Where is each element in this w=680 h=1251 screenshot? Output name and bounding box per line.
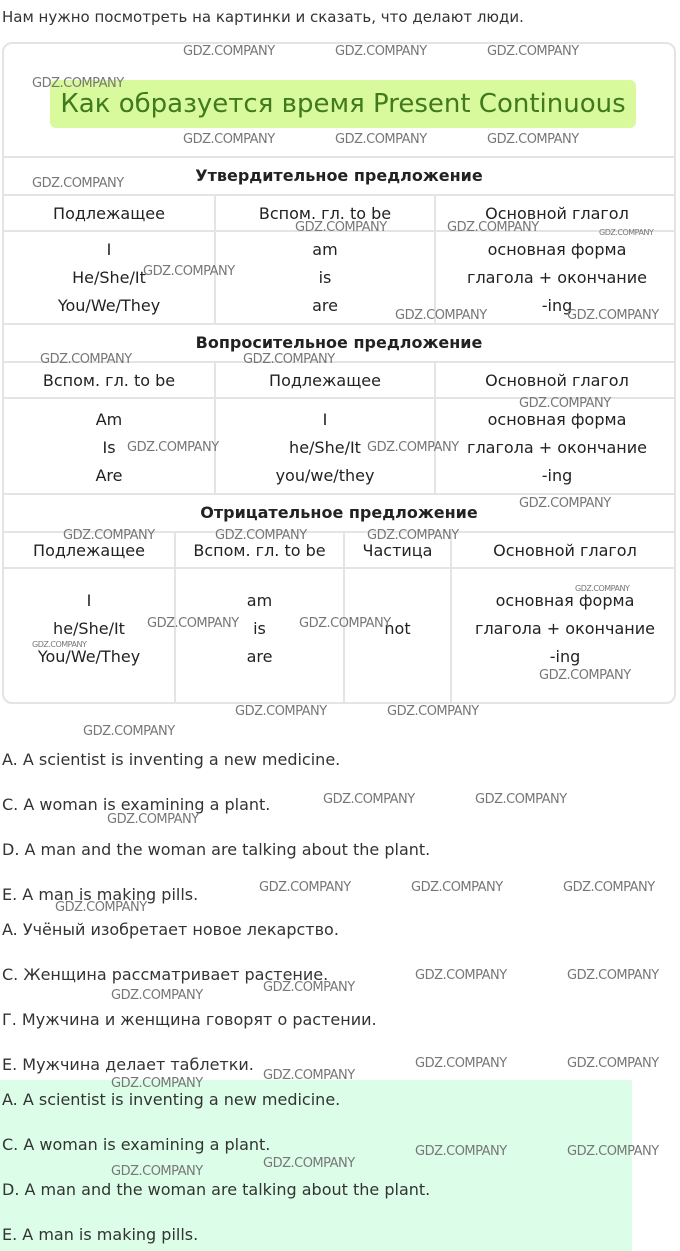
- watermark: GDZ.COMPANY: [415, 968, 507, 983]
- watermark: GDZ.COMPANY: [32, 176, 124, 191]
- header-aux: Вспом. гл. to be: [258, 204, 392, 223]
- watermark: GDZ.COMPANY: [567, 1144, 659, 1159]
- section-heading-interrogative: Вопросительное предложение: [195, 333, 483, 352]
- header-subject: Подлежащее: [53, 204, 165, 223]
- watermark: GDZ.COMPANY: [567, 1056, 659, 1071]
- watermark: GDZ.COMPANY: [519, 396, 611, 411]
- watermark: GDZ.COMPANY: [335, 44, 427, 59]
- watermark: GDZ.COMPANY: [263, 1156, 355, 1171]
- cell-aux: am is are: [312, 240, 338, 315]
- header-main-verb: Основной глагол: [485, 204, 629, 223]
- watermark: GDZ.COMPANY: [143, 264, 235, 279]
- watermark: GDZ.COMPANY: [111, 1164, 203, 1179]
- sentence-highlight-a: A. A scientist is inventing a new medicine.: [2, 1090, 341, 1109]
- watermark: GDZ.COMPANY: [32, 640, 87, 649]
- watermark: GDZ.COMPANY: [235, 704, 327, 719]
- watermark: GDZ.COMPANY: [259, 880, 351, 895]
- cell-subjects: I he/She/It you/we/they: [275, 410, 375, 485]
- watermark: GDZ.COMPANY: [447, 220, 539, 235]
- watermark: GDZ.COMPANY: [215, 528, 307, 543]
- divider: [4, 194, 674, 196]
- header-main-verb: Основной глагол: [485, 371, 629, 390]
- watermark: GDZ.COMPANY: [32, 76, 124, 91]
- divider: [4, 493, 674, 495]
- cell-particle: not: [384, 619, 411, 638]
- watermark: GDZ.COMPANY: [335, 132, 427, 147]
- watermark: GDZ.COMPANY: [487, 132, 579, 147]
- watermark: GDZ.COMPANY: [411, 880, 503, 895]
- sentence-ru-c: C. Женщина рассматривает растение.: [2, 965, 329, 984]
- watermark: GDZ.COMPANY: [567, 968, 659, 983]
- intro-text: Нам нужно посмотреть на картинки и сказать, что делают люди.: [2, 8, 524, 26]
- watermark: GDZ.COMPANY: [415, 1056, 507, 1071]
- cell-aux: Am Is Are: [95, 410, 123, 485]
- section-heading-affirmative: Утвердительное предложение: [195, 166, 483, 185]
- watermark: GDZ.COMPANY: [111, 988, 203, 1003]
- cell-main-verb: основная форма глагола + окончание -ing: [475, 591, 655, 666]
- watermark: GDZ.COMPANY: [575, 584, 630, 593]
- watermark: GDZ.COMPANY: [563, 880, 655, 895]
- cell-subjects: I he/She/It You/We/They: [37, 591, 141, 666]
- watermark: GDZ.COMPANY: [147, 616, 239, 631]
- sentence-ru-d: Г. Мужчина и женщина говорят о растении.: [2, 1010, 377, 1029]
- watermark: GDZ.COMPANY: [599, 228, 654, 237]
- watermark: GDZ.COMPANY: [83, 724, 175, 739]
- table-title: Как образуется время Present Continuous: [50, 80, 636, 128]
- watermark: GDZ.COMPANY: [387, 704, 479, 719]
- cell-main-verb: основная форма глагола + окончание -ing: [467, 410, 647, 485]
- divider: [4, 156, 674, 158]
- sentence-en-e: E. A man is making pills.: [2, 885, 199, 904]
- watermark: GDZ.COMPANY: [299, 616, 391, 631]
- watermark: GDZ.COMPANY: [107, 812, 199, 827]
- watermark: GDZ.COMPANY: [263, 980, 355, 995]
- watermark: GDZ.COMPANY: [487, 44, 579, 59]
- header-particle: Частица: [362, 541, 433, 560]
- watermark: GDZ.COMPANY: [539, 668, 631, 683]
- sentence-highlight-c: C. A woman is examining a plant.: [2, 1135, 271, 1154]
- header-subject: Подлежащее: [33, 541, 145, 560]
- cell-subjects: I He/She/It You/We/They: [57, 240, 161, 315]
- header-main-verb: Основной глагол: [493, 541, 637, 560]
- watermark: GDZ.COMPANY: [183, 132, 275, 147]
- sentence-en-a: A. A scientist is inventing a new medicine.: [2, 750, 341, 769]
- sentence-en-d: D. A man and the woman are talking about the plant.: [2, 840, 431, 859]
- watermark: GDZ.COMPANY: [519, 496, 611, 511]
- watermark: GDZ.COMPANY: [63, 528, 155, 543]
- watermark: GDZ.COMPANY: [567, 308, 659, 323]
- watermark: GDZ.COMPANY: [243, 352, 335, 367]
- divider: [4, 567, 674, 569]
- watermark: GDZ.COMPANY: [183, 44, 275, 59]
- header-subject: Подлежащее: [269, 371, 381, 390]
- sentence-en-c: C. A woman is examining a plant.: [2, 795, 271, 814]
- watermark: GDZ.COMPANY: [367, 440, 459, 455]
- sentence-highlight-d: D. A man and the woman are talking about the plant.: [2, 1180, 431, 1199]
- watermark: GDZ.COMPANY: [367, 528, 459, 543]
- watermark: GDZ.COMPANY: [295, 220, 387, 235]
- sentence-ru-e: E. Мужчина делает таблетки.: [2, 1055, 254, 1074]
- sentence-highlight-e: E. A man is making pills.: [2, 1225, 199, 1244]
- cell-main-verb: основная форма глагола + окончание -ing: [467, 240, 647, 315]
- header-aux: Вспом. гл. to be: [193, 541, 326, 560]
- sentence-ru-a: A. Учёный изобретает новое лекарство.: [2, 920, 339, 939]
- divider: [4, 323, 674, 325]
- watermark: GDZ.COMPANY: [127, 440, 219, 455]
- watermark: GDZ.COMPANY: [475, 792, 567, 807]
- section-heading-negative: Отрицательное предложение: [200, 503, 478, 522]
- watermark: GDZ.COMPANY: [323, 792, 415, 807]
- watermark: GDZ.COMPANY: [111, 1076, 203, 1091]
- watermark: GDZ.COMPANY: [55, 900, 147, 915]
- watermark: GDZ.COMPANY: [40, 352, 132, 367]
- header-aux: Вспом. гл. to be: [42, 371, 176, 390]
- watermark: GDZ.COMPANY: [263, 1068, 355, 1083]
- watermark: GDZ.COMPANY: [415, 1144, 507, 1159]
- cell-aux: am is are: [246, 591, 273, 666]
- watermark: GDZ.COMPANY: [395, 308, 487, 323]
